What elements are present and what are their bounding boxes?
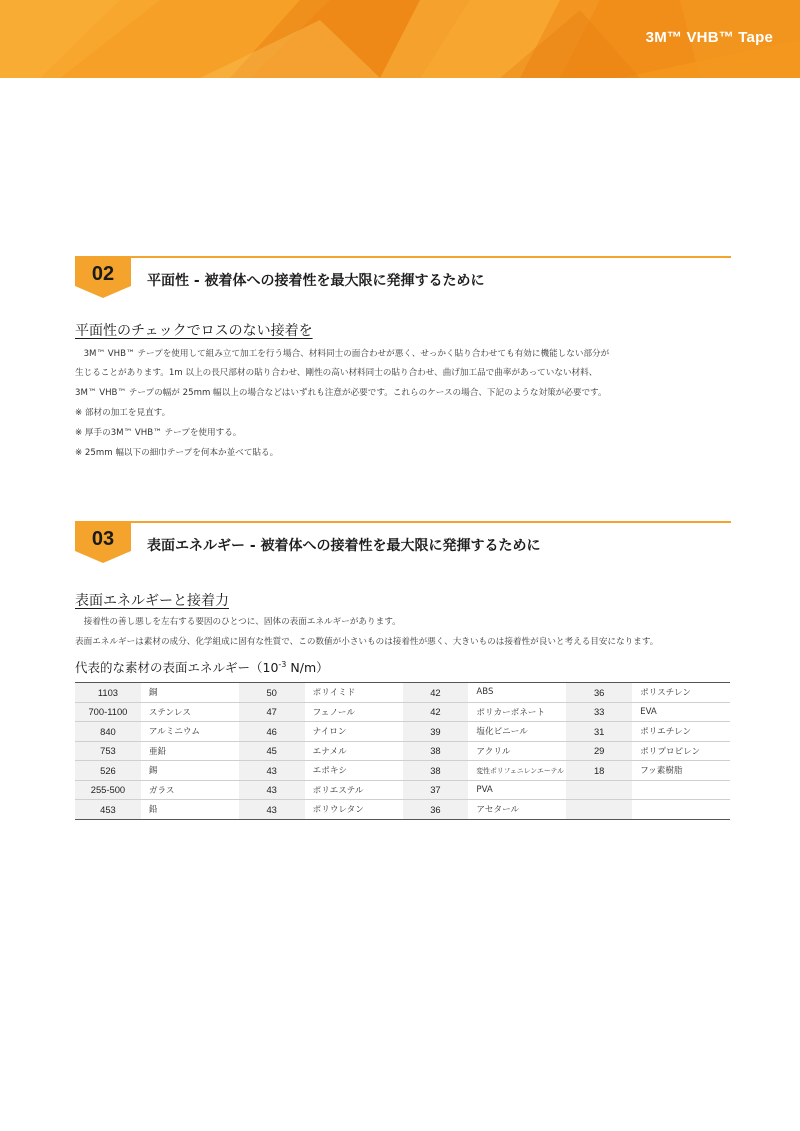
energy-value-cell: 50 — [239, 683, 305, 702]
material-name-cell: 亜鉛 — [148, 746, 167, 757]
material-name-cell: EVA — [640, 706, 657, 717]
paragraph-line: 生じることがあります。1m 以上の長尺部材の貼り合わせ、剛性の高い材料同士の貼り合わせ、曲げ加工品で曲率があっていない材料、 — [75, 368, 598, 378]
header-banner — [0, 0, 800, 78]
energy-value-cell: 43 — [239, 761, 305, 780]
material-name-cell: アルミニウム — [148, 727, 201, 738]
energy-value-cell: 526 — [75, 761, 141, 780]
table-title-suffix: N/m） — [286, 660, 329, 675]
note-line: ※ 厚手の3M™ VHB™ テープを使用する。 — [75, 428, 242, 438]
table-row — [75, 761, 730, 781]
table-title-prefix: 代表的な素材の表面エネルギー（10 — [75, 660, 279, 675]
brand-title: 3M™ VHB™ Tape — [645, 29, 773, 46]
energy-value-cell: 453 — [75, 800, 141, 819]
energy-value-cell — [566, 800, 632, 819]
material-name-cell: エナメル — [312, 746, 347, 757]
material-name-cell: 錫 — [148, 766, 158, 777]
material-name-cell: ガラス — [148, 785, 175, 796]
section-badge — [75, 521, 131, 563]
energy-value-cell: 42 — [403, 703, 469, 722]
table-row — [75, 722, 730, 742]
energy-value-cell: 36 — [566, 683, 632, 702]
energy-value-cell: 38 — [403, 742, 469, 761]
section-badge — [75, 256, 131, 298]
table-row — [75, 800, 730, 819]
section-title: 表面エネルギー - 被着体への接着性を最大限に発揮するために — [147, 538, 541, 554]
energy-value-cell: 753 — [75, 742, 141, 761]
paragraph-line: 表面エネルギーは素材の成分、化学組成に固有な性質で、この数値が小さいものは接着性が悪く、大きいものは接着性が良いと考える目安になります。 — [75, 637, 659, 647]
material-name-cell — [632, 800, 730, 819]
energy-value-cell: 18 — [566, 761, 632, 780]
section-rule — [130, 256, 731, 258]
energy-value-cell: 29 — [566, 742, 632, 761]
section-03-subheading: 表面エネルギーと接着力 — [75, 593, 229, 609]
section-rule — [130, 521, 731, 523]
material-name-cell: ナイロン — [312, 727, 347, 738]
section-number: 02 — [91, 263, 115, 285]
energy-value-cell: 46 — [239, 722, 305, 741]
material-name-cell: ポリウレタン — [312, 805, 364, 816]
table-row — [75, 781, 730, 801]
material-name-cell: ポリカーボネート — [476, 707, 546, 718]
material-name-cell: 銅 — [148, 688, 158, 699]
material-name-cell: フェノール — [312, 707, 355, 718]
section-02-subheading: 平面性のチェックでロスのない接着を — [75, 323, 313, 339]
material-name-cell: アセタール — [476, 805, 520, 816]
material-name-cell: ステンレス — [148, 707, 191, 718]
energy-value-cell: 840 — [75, 722, 141, 741]
energy-value-cell: 39 — [403, 722, 469, 741]
table-title-exponent: -3 — [278, 659, 287, 669]
table-row — [75, 683, 730, 703]
material-name-cell: ポリエステル — [312, 785, 364, 796]
material-name-cell: ポリプロピレン — [640, 746, 701, 757]
energy-value-cell: 1103 — [75, 683, 141, 702]
material-name-cell: ABS — [476, 687, 494, 698]
paragraph-line: 3M™ VHB™ テープを使用して組み立て加工を行う場合、材料同士の面合わせが悪く、せっかく貼り合わせても有効に機能しない部分が — [75, 349, 610, 359]
energy-value-cell: 37 — [403, 781, 469, 800]
material-name-cell: エポキシ — [312, 766, 347, 777]
table-title — [75, 658, 329, 676]
paragraph-line: 接着性の善し悪しを左右する要因のひとつに、固体の表面エネルギーがあります。 — [75, 617, 401, 627]
material-name-cell: 塩化ビニール — [476, 727, 528, 738]
material-name-cell: 変性ポリフェニレンエーテル — [476, 767, 564, 776]
note-line: ※ 部材の加工を見直す。 — [75, 408, 171, 418]
energy-value-cell: 42 — [403, 683, 469, 702]
energy-value-cell: 38 — [403, 761, 469, 780]
table-row — [75, 742, 730, 762]
energy-value-cell — [566, 781, 632, 800]
material-name-cell — [632, 781, 730, 800]
energy-value-cell: 700-1100 — [75, 703, 141, 722]
material-name-cell: ポリエチレン — [640, 727, 692, 738]
material-name-cell: 鉛 — [148, 805, 158, 816]
table-row — [75, 703, 730, 723]
section-title: 平面性 - 被着体への接着性を最大限に発揮するために — [147, 273, 485, 289]
material-name-cell: フッ素樹脂 — [640, 766, 683, 777]
surface-energy-table — [75, 682, 730, 820]
paragraph-line: 3M™ VHB™ テープの幅が 25mm 幅以上の場合などはいずれも注意が必要です。これらのケースの場合、下記のような対策が必要です。 — [75, 388, 607, 398]
energy-value-cell: 36 — [403, 800, 469, 819]
energy-value-cell: 43 — [239, 781, 305, 800]
energy-value-cell: 45 — [239, 742, 305, 761]
energy-value-cell: 31 — [566, 722, 632, 741]
energy-value-cell: 255-500 — [75, 781, 141, 800]
energy-value-cell: 33 — [566, 703, 632, 722]
note-line: ※ 25mm 幅以下の細巾テープを何本か並べて貼る。 — [75, 448, 279, 458]
material-name-cell: アクリル — [476, 746, 511, 757]
energy-value-cell: 47 — [239, 703, 305, 722]
energy-value-cell: 43 — [239, 800, 305, 819]
material-name-cell: ポリイミド — [312, 688, 356, 699]
material-name-cell: PVA — [476, 784, 493, 795]
material-name-cell: ポリスチレン — [640, 688, 691, 699]
section-number: 03 — [91, 528, 115, 550]
